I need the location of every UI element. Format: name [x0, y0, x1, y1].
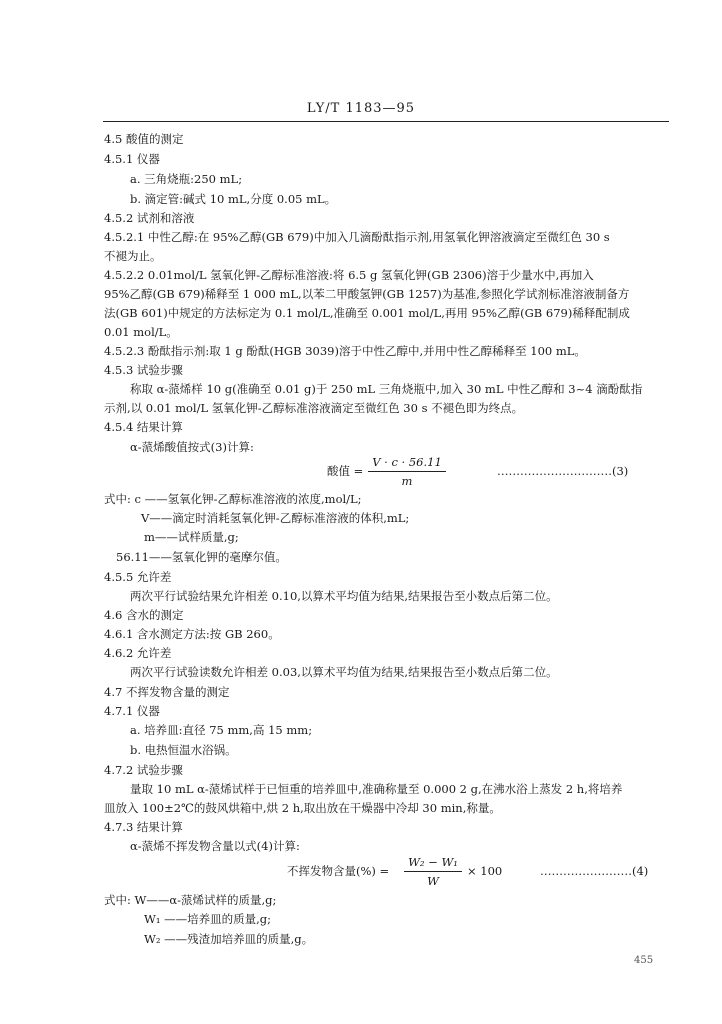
- paragraph-line: 95%乙醇(GB 679)稀释至 1 000 mL,以苯二甲酸氢钾(GB 1257)为基准,参照化学试剂标准溶液制备方: [104, 287, 630, 301]
- equation-number: …………………………(3): [497, 464, 629, 478]
- header-rule: [103, 121, 669, 122]
- symbol-definition: 式中: W——α-蒎烯试样的质量,g;: [104, 893, 277, 907]
- subsection-heading: 4.5.4 结果计算: [104, 420, 183, 434]
- paragraph-line: 4.5.2.1 中性乙醇:在 95%乙醇(GB 679)中加入几滴酚酞指示剂,用氢氧化钾溶液滴定至微红色 30 s: [104, 230, 610, 244]
- formula-denominator: m: [401, 474, 413, 488]
- formula-lhs: 酸值 =: [327, 464, 364, 478]
- standard-number-header: LY/T 1183—95: [306, 101, 416, 116]
- paragraph-line: 量取 10 mL α-蒎烯试样于已恒重的培养皿中,准确称量至 0.000 2 g,在沸水浴上蒸发 2 h,将培养: [130, 782, 623, 796]
- subsection-heading: 4.5.3 试验步骤: [104, 363, 183, 377]
- subsection-heading: 4.7.3 结果计算: [104, 820, 183, 834]
- paragraph-line: 两次平行试验结果允许相差 0.10,以算术平均值为结果,结果报告至小数点后第二位。: [130, 589, 558, 603]
- formula-denominator: W: [427, 874, 439, 888]
- section-heading: 4.7 不挥发物含量的测定: [104, 685, 230, 699]
- paragraph-line: 0.01 mol/L。: [104, 325, 178, 339]
- subsection-heading: 4.6.1 含水测定方法:按 GB 260。: [104, 627, 280, 641]
- list-item: b. 滴定管:碱式 10 mL,分度 0.05 mL。: [130, 192, 337, 206]
- symbol-definition: V——滴定时消耗氢氧化钾-乙醇标准溶液的体积,mL;: [141, 511, 410, 525]
- subsection-heading: 4.5.5 允许差: [104, 570, 172, 584]
- list-item: a. 三角烧瓶:250 mL;: [130, 172, 243, 186]
- symbol-definition: W₁ ——培养皿的质量,g;: [144, 912, 271, 926]
- formula-lhs: 不挥发物含量(%) =: [287, 864, 390, 878]
- formula-numerator: V · c · 56.11: [372, 455, 442, 469]
- subsection-heading: 4.7.1 仪器: [104, 704, 160, 718]
- subsection-heading: 4.6.2 允许差: [104, 646, 172, 660]
- paragraph-line: α-蒎烯酸值按式(3)计算:: [130, 440, 254, 454]
- subsection-heading: 4.7.2 试验步骤: [104, 763, 183, 777]
- paragraph-line: 示剂,以 0.01 mol/L 氢氧化钾-乙醇标准溶液滴定至微红色 30 s 不褪色即为终点。: [104, 401, 524, 415]
- subsection-heading: 4.5.2 试剂和溶液: [104, 211, 195, 225]
- paragraph-line: 不褪为止。: [104, 249, 162, 263]
- paragraph-line: 4.5.2.2 0.01mol/L 氢氧化钾-乙醇标准溶液:将 6.5 g 氢氧化钾(GB 2306)溶于少量水中,再加入: [104, 268, 594, 282]
- list-item: a. 培养皿:直径 75 mm,高 15 mm;: [130, 723, 313, 737]
- formula-numerator: W₂ − W₁: [408, 855, 458, 869]
- symbol-definition: m——试样质量,g;: [144, 530, 239, 544]
- symbol-definition: 式中: c ——氢氧化钾-乙醇标准溶液的浓度,mol/L;: [104, 492, 362, 506]
- section-heading: 4.5 酸值的测定: [104, 132, 184, 146]
- symbol-definition: W₂ ——残渣加培养皿的质量,g。: [144, 932, 314, 946]
- paragraph-line: 皿放入 100±2℃的鼓风烘箱中,烘 2 h,取出放在干燥器中冷却 30 min,称量。: [104, 801, 501, 815]
- subsection-heading: 4.5.1 仪器: [104, 152, 160, 166]
- formula-rhs: × 100: [467, 864, 503, 878]
- paragraph-line: 4.5.2.3 酚酞指示剂:取 1 g 酚酞(HGB 3039)溶于中性乙醇中,并用中性乙醇稀释至 100 mL。: [104, 344, 586, 358]
- paragraph-line: 称取 α-蒎烯样 10 g(准确至 0.01 g)于 250 mL 三角烧瓶中,加入 30 mL 中性乙醇和 3~4 滴酚酞指: [130, 382, 643, 396]
- fraction-bar: [404, 871, 462, 872]
- fraction-bar: [368, 471, 446, 472]
- equation-number: ……………………(4): [540, 864, 649, 878]
- paragraph-line: α-蒎烯不挥发物含量以式(4)计算:: [130, 839, 300, 853]
- symbol-definition: 56.11——氢氧化钾的毫摩尔值。: [116, 550, 287, 564]
- paragraph-line: 两次平行试验读数允许相差 0.03,以算术平均值为结果,结果报告至小数点后第二位。: [130, 665, 558, 679]
- section-heading: 4.6 含水的测定: [104, 608, 184, 622]
- page-number: 455: [634, 955, 654, 966]
- list-item: b. 电热恒温水浴锅。: [130, 743, 237, 757]
- paragraph-line: 法(GB 601)中规定的方法标定为 0.1 mol/L,准确至 0.001 mol/L,再用 95%乙醇(GB 679)稀释配制成: [104, 306, 630, 320]
